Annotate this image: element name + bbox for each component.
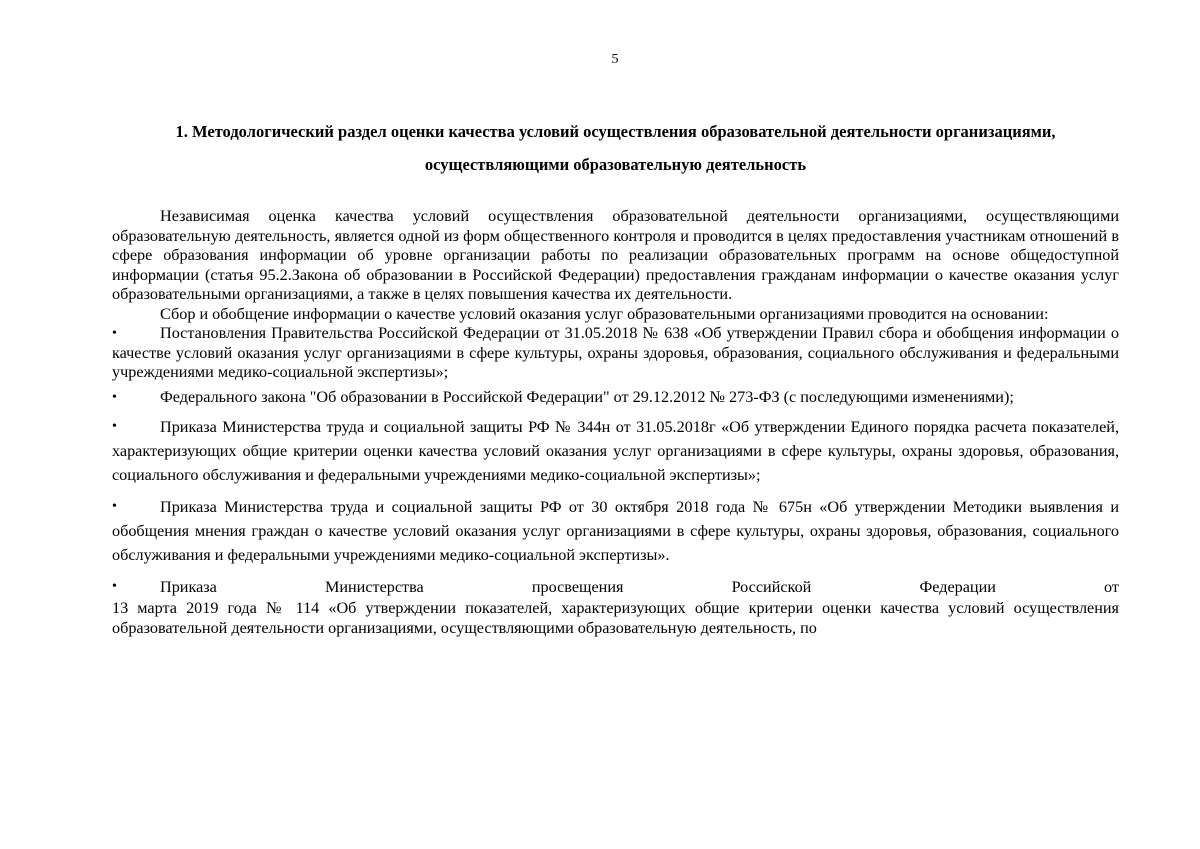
bullet-marker: • [112,419,117,434]
list-item [112,415,1119,487]
section-heading-line-2: осуществляющими образовательную деятельность [424,155,807,174]
bullet-marker: • [112,326,117,341]
bullet-marker: • [112,389,117,405]
bullet-marker: • [112,579,117,594]
paragraph-text: Независимая оценка качества условий осуществления образовательной деятельности организациями, осуществляющими образовательную деятельность, является одной из форм общественного контроля и проводится в целях предоставления участникам отношений в сфере образования информации об уровне организации работы по реализации образовательных программ на основе общедоступной информации (статья 95.2.Закона об образовании в Российской Федерации) предоставления гражданам информации о качестве оказания услуг образовательными организациями, а также в целях повышения качества их деятельности. [112,207,1119,303]
section-heading-line-1: 1. Методологический раздел оценки качества условий осуществления образовательной деятельности организациями, [175,122,1056,141]
list-item-text: Приказа Министерства труда и социальной защиты РФ от 30 октября 2018 года № 675н «Об утверждении Методики выявления и обобщения мнения граждан о качестве условий оказания услуг организациями в сфере культуры, охраны здоровья, образования, социального обслуживания и федеральными учреждениями медико-социальной экспертизы». [112,498,1119,564]
document-body [112,207,1119,638]
paragraph-basis [112,305,1119,325]
bullet-marker: • [112,499,117,514]
paragraph-text: Сбор и обобщение информации о качестве условий оказания услуг образовательными организациями проводится на основании: [160,304,1049,323]
list-item-text: Постановления Правительства Российской Федерации от 31.05.2018 № 638 «Об утверждении Правил сбора и обобщения информации о качестве условий оказания услуг организациями в сфере культуры, охраны здоровья, образования, социального обслуживания и федеральными учреждениями медико-социальной экспертизы»; [112,324,1119,381]
list-item [112,324,1119,383]
list-item [112,495,1119,567]
list-item-text: Приказа Министерства труда и социальной защиты РФ № 344н от 31.05.2018г «Об утверждении Единого порядка расчета показателей, характеризующих общие критерии оценки качества условий оказания услуг организациями в сфере культуры, охраны здоровья, образования, социального обслуживания и федеральными учреждениями медико-социальной экспертизы»; [112,418,1119,484]
list-item [112,575,1119,638]
list-item-text-first-line: Приказа Министерства просвещения Российской Федерации от [160,578,1119,596]
list-item [112,388,1119,408]
page-number: 5 [611,52,619,67]
paragraph-independent-assessment [112,207,1119,305]
list-item-text: Федерального закона "Об образовании в Российской Федерации" от 29.12.2012 № 273-ФЗ (с последующими изменениями); [160,387,1014,406]
list-item-text-continuation: 13 марта 2019 года № 114 «Об утверждении показателей, характеризующих общие критерии оценки качества условий осуществления образовательной деятельности организациями, осуществляющими образовательную деятельность, по [112,599,1119,637]
